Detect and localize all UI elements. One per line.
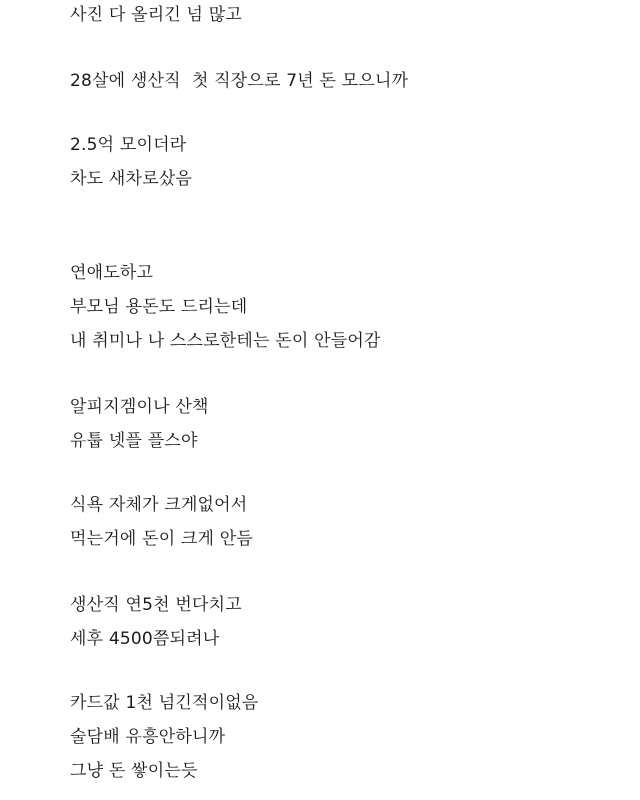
text-line: 부모님 용돈도 드리는데 [70, 297, 248, 317]
text-line: 먹는거에 돈이 크게 안듬 [70, 529, 254, 549]
text-line: 세후 4500쯤되려나 [70, 629, 220, 649]
text-line: 식욕 자체가 크게없어서 [70, 495, 248, 515]
text-line: 유툽 넷플 플스야 [70, 431, 198, 451]
text-line: 그냥 돈 쌓이는듯 [70, 761, 198, 781]
text-line: 사진 다 올리긴 넘 많고 [70, 5, 243, 25]
text-line: 술담배 유흥안하니까 [70, 727, 226, 747]
text-line: 차도 새차로샀음 [70, 169, 192, 189]
text-line: 알피지겜이나 산책 [70, 397, 209, 417]
text-line: 28살에 생산직 첫 직장으로 7년 돈 모으니까 [70, 71, 409, 91]
text-line: 카드값 1천 넘긴적이없음 [70, 693, 259, 713]
text-line: 생산직 연5천 번다치고 [70, 595, 242, 615]
text-line: 내 취미나 나 스스로한테는 돈이 안들어감 [70, 331, 381, 351]
text-line: 2.5억 모이더라 [70, 135, 187, 155]
text-line: 연애도하고 [70, 263, 154, 283]
